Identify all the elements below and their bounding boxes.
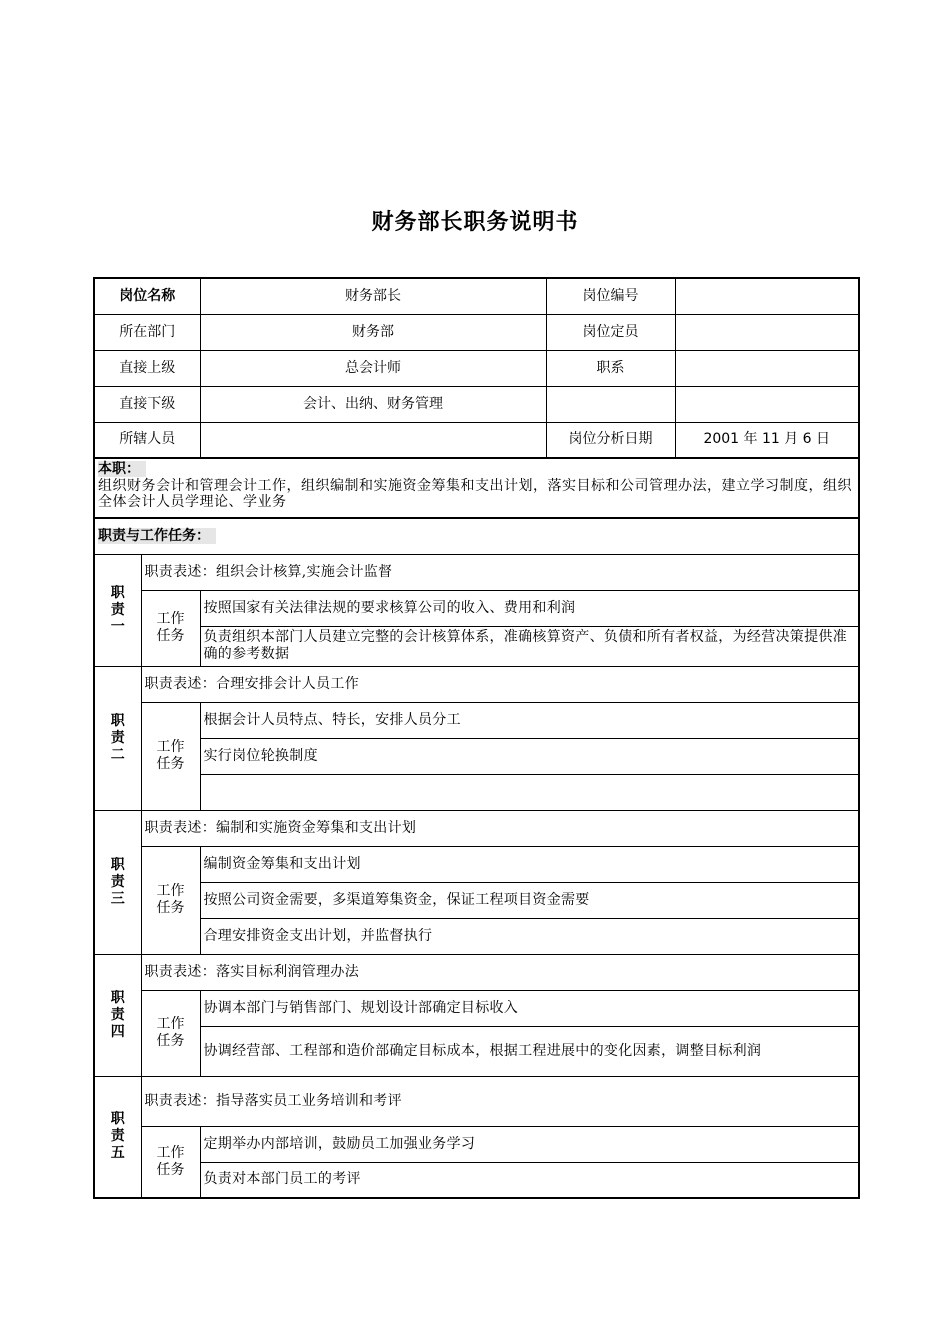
value-staff	[200, 422, 546, 458]
info-row-subordinates	[94, 386, 859, 422]
duty-1-task-1: 按照国家有关法律法规的要求核算公司的收入、费用和利润	[200, 590, 859, 626]
duty-1-task-2: 负责组织本部门人员建立完整的会计核算体系，准确核算资产、负债和所有者权益，为经营决策提供准确的参考数据	[200, 626, 859, 666]
duty-4-desc: 职责表述：落实目标利润管理办法	[141, 954, 859, 990]
label-empty	[546, 386, 675, 422]
document-title: 财务部长职务说明书	[371, 210, 579, 235]
duty-1-task-row	[94, 626, 859, 666]
duty-1-desc-row	[94, 554, 859, 590]
duty-2-task-3	[200, 774, 859, 810]
duty-3-task-row	[94, 918, 859, 954]
duty-4-desc-row	[94, 954, 859, 990]
label-department: 所在部门	[94, 314, 200, 350]
value-analysis-date: 2001 年 11 月 6 日	[675, 422, 859, 458]
duty-4-task-2: 协调经营部、工程部和造价部确定目标成本，根据工程进展中的变化因素，调整目标利润	[200, 1026, 859, 1076]
label-analysis-date: 岗位分析日期	[546, 422, 675, 458]
info-row-department	[94, 314, 859, 350]
label-position-name: 岗位名称	[94, 278, 200, 314]
basic-duty-text: 组织财务会计和管理会计工作，组织编制和实施资金筹集和支出计划，落实目标和公司管理办法，建立学习制度，组织全体会计人员学理论、学业务	[98, 478, 852, 510]
label-headcount: 岗位定员	[546, 314, 675, 350]
job-description-table	[93, 277, 860, 1199]
duties-heading: 职责与工作任务：	[98, 528, 216, 544]
duty-5-desc: 职责表述：指导落实员工业务培训和考评	[141, 1076, 859, 1126]
info-row-position-name	[94, 278, 859, 314]
value-supervisor: 总会计师	[200, 350, 546, 386]
label-supervisor: 直接上级	[94, 350, 200, 386]
duty-4-task-1: 协调本部门与销售部门、规划设计部确定目标收入	[200, 990, 859, 1026]
duty-3-task-label: 工作 任务	[141, 846, 200, 954]
info-row-staff	[94, 422, 859, 458]
duty-2-label: 职 责 二	[94, 666, 141, 810]
duty-2-task-1: 根据会计人员特点、特长，安排人员分工	[200, 702, 859, 738]
duty-2-task-2: 实行岗位轮换制度	[200, 738, 859, 774]
duty-1-desc: 职责表述：组织会计核算,实施会计监督	[141, 554, 859, 590]
duty-3-task-row	[94, 882, 859, 918]
duty-5-task-label: 工作 任务	[141, 1126, 200, 1198]
duty-2-desc: 职责表述：合理安排会计人员工作	[141, 666, 859, 702]
duty-3-task-row	[94, 846, 859, 882]
duty-5-task-2: 负责对本部门员工的考评	[200, 1162, 859, 1198]
duty-2-task-row	[94, 774, 859, 810]
duty-2-desc-row	[94, 666, 859, 702]
value-position-code	[675, 278, 859, 314]
duty-1-task-label: 工作 任务	[141, 590, 200, 666]
duty-4-task-row	[94, 1026, 859, 1076]
duty-5-desc-row	[94, 1076, 859, 1126]
duty-4-label: 职 责 四	[94, 954, 141, 1076]
duty-4-task-label: 工作 任务	[141, 990, 200, 1076]
duty-3-desc: 职责表述：编制和实施资金筹集和支出计划	[141, 810, 859, 846]
duty-2-task-row	[94, 702, 859, 738]
duty-3-task-1: 编制资金筹集和支出计划	[200, 846, 859, 882]
duty-3-desc-row	[94, 810, 859, 846]
value-job-family	[675, 350, 859, 386]
duty-5-task-1: 定期举办内部培训，鼓励员工加强业务学习	[200, 1126, 859, 1162]
basic-duty-heading: 本职：	[98, 461, 146, 477]
duty-5-task-row	[94, 1162, 859, 1198]
value-empty	[675, 386, 859, 422]
value-position-name: 财务部长	[200, 278, 546, 314]
duty-1-task-row	[94, 590, 859, 626]
duty-2-task-label: 工作 任务	[141, 702, 200, 810]
duty-5-task-row	[94, 1126, 859, 1162]
value-subordinates: 会计、出纳、财务管理	[200, 386, 546, 422]
value-department: 财务部	[200, 314, 546, 350]
duty-5-label: 职 责 五	[94, 1076, 141, 1198]
duties-heading-row	[94, 518, 859, 554]
duty-3-task-3: 合理安排资金支出计划，并监督执行	[200, 918, 859, 954]
duty-4-task-row	[94, 990, 859, 1026]
basic-duty-row	[94, 458, 859, 518]
duty-2-task-row	[94, 738, 859, 774]
duty-3-task-2: 按照公司资金需要，多渠道筹集资金，保证工程项目资金需要	[200, 882, 859, 918]
duty-3-label: 职 责 三	[94, 810, 141, 954]
label-subordinates: 直接下级	[94, 386, 200, 422]
label-staff: 所辖人员	[94, 422, 200, 458]
info-row-supervisor	[94, 350, 859, 386]
duty-1-label: 职 责 一	[94, 554, 141, 666]
label-job-family: 职系	[546, 350, 675, 386]
label-position-code: 岗位编号	[546, 278, 675, 314]
value-headcount	[675, 314, 859, 350]
